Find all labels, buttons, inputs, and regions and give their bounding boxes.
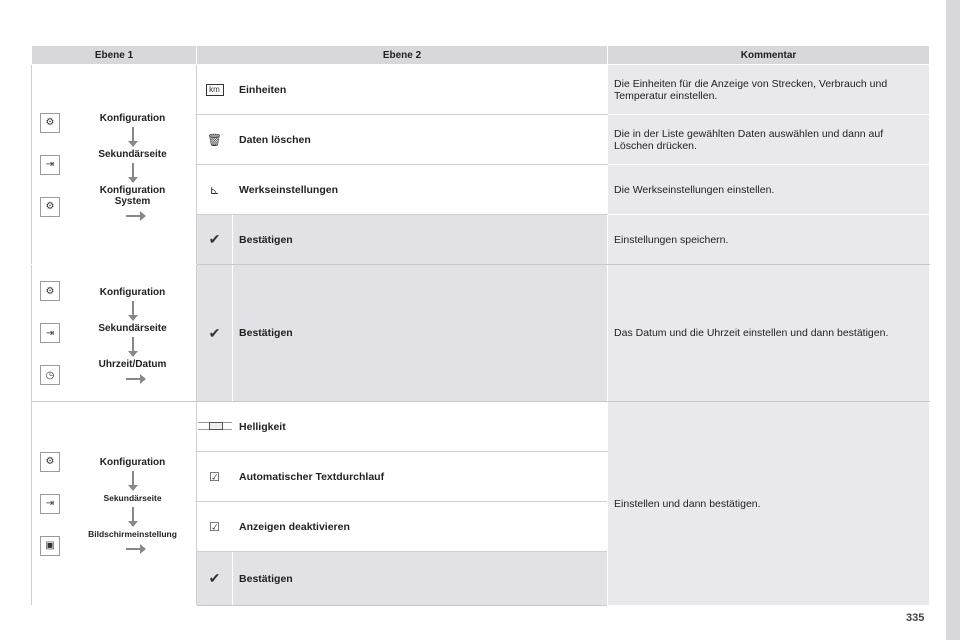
level1-flow-cell xyxy=(69,402,197,606)
flow-step: Konfiguration System xyxy=(99,184,166,207)
comment-cell: Die in der Liste gewählten Daten auswählen und dann auf Löschen drücken. xyxy=(608,115,930,165)
arrow-right-icon xyxy=(126,378,140,380)
factory-reset-icon: ⊾ xyxy=(209,182,220,197)
flow-step: Konfiguration xyxy=(99,286,166,298)
flow-step: Uhrzeit/Datum xyxy=(98,358,167,370)
exit-icon: ⇥ xyxy=(40,494,60,514)
arrow-down-icon xyxy=(132,163,134,177)
brightness-slider-icon xyxy=(198,422,232,430)
gear-icon: ⚙ xyxy=(40,452,60,472)
flow-step: Bildschirmeinstellung xyxy=(88,529,177,539)
arrow-down-icon xyxy=(132,301,134,315)
level1-flow-cell xyxy=(69,265,197,402)
comment-cell: Das Datum und die Uhrzeit einstellen und dann bestätigen. xyxy=(608,265,930,402)
flow-step: Sekundärseite xyxy=(98,322,167,334)
flow-step: Konfiguration xyxy=(99,457,166,468)
header-ebene2: Ebene 2 xyxy=(197,46,608,65)
exit-icon: ⇥ xyxy=(40,323,60,343)
level2-label: Daten löschen xyxy=(233,115,608,165)
checkbox-icon: ☑ xyxy=(209,469,220,484)
table-row xyxy=(32,65,930,115)
comment-cell: Einstellen und dann bestätigen. xyxy=(608,402,930,606)
arrow-right-icon xyxy=(126,548,140,550)
level2-label: Anzeigen deaktivieren xyxy=(233,502,608,552)
arrow-down-icon xyxy=(132,127,134,141)
gear-icon: ⚙ xyxy=(40,281,60,301)
level1-flow-cell xyxy=(69,65,197,265)
display-icon: ▣ xyxy=(40,536,60,556)
settings-table xyxy=(31,45,930,606)
table-row xyxy=(32,265,930,402)
exit-icon: ⇥ xyxy=(40,155,60,175)
comment-cell: Die Werkseinstellungen einstellen. xyxy=(608,165,930,215)
level1-icons-cell xyxy=(32,65,69,265)
header-row xyxy=(32,46,930,65)
comment-cell: Die Einheiten für die Anzeige von Strecken, Verbrauch und Temperatur einstellen. xyxy=(608,65,930,115)
arrow-right-icon xyxy=(126,215,140,217)
table-row xyxy=(32,402,930,452)
level2-label: Automatischer Textdurchlauf xyxy=(233,452,608,502)
gear-icon: ⚙ xyxy=(40,197,60,217)
arrow-down-icon xyxy=(132,507,134,521)
check-icon: ✔ xyxy=(208,324,221,341)
level2-label: Werkseinstellungen xyxy=(233,165,608,215)
level2-label: Bestätigen xyxy=(233,552,608,606)
flow-step: Konfiguration xyxy=(99,112,166,124)
flow-step: Sekundärseite xyxy=(103,493,162,503)
level2-label: Bestätigen xyxy=(233,215,608,265)
header-kommentar: Kommentar xyxy=(608,46,930,65)
level1-icons-cell xyxy=(32,402,69,606)
comment-cell: Einstellungen speichern. xyxy=(608,215,930,265)
header-ebene1: Ebene 1 xyxy=(32,46,197,65)
page-sidebar xyxy=(946,0,960,640)
level2-label: Einheiten xyxy=(233,65,608,115)
gear-icon: ⚙ xyxy=(40,113,60,133)
arrow-down-icon xyxy=(132,337,134,351)
page-number: 335 xyxy=(906,612,925,624)
units-icon: km xyxy=(206,84,224,96)
level1-icons-cell xyxy=(32,265,69,402)
clock-icon: ◷ xyxy=(40,365,60,385)
check-icon: ✔ xyxy=(208,570,221,586)
checkbox-icon: ☑ xyxy=(209,519,220,534)
trash-icon: 🗑 xyxy=(206,132,223,147)
flow-step: Sekundärseite xyxy=(98,148,167,160)
arrow-down-icon xyxy=(132,471,134,485)
level2-label: Helligkeit xyxy=(233,402,608,452)
level2-label: Bestätigen xyxy=(233,265,608,402)
check-icon: ✔ xyxy=(208,231,221,247)
